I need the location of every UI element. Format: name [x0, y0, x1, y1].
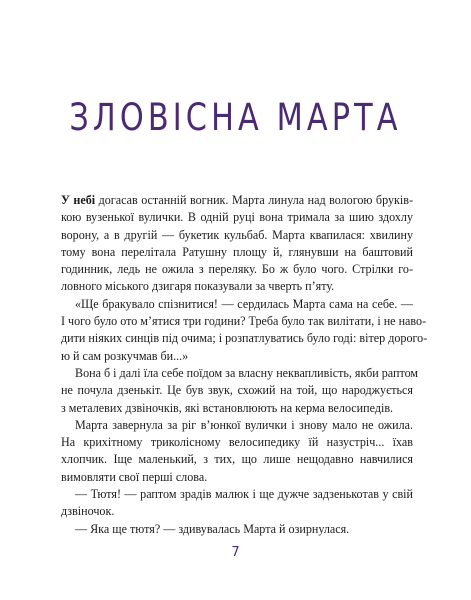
chapter-title: ЗЛОВІСНА МАРТА [69, 96, 402, 139]
text-line: дити ніяких синців під очима; і розпатлуватись було годі: вітер дорого- [61, 331, 428, 346]
text-line: дзвіночок. [61, 504, 115, 519]
text-line: хлопчик. Іще маленький, з тих, що лише нещодавно навчилися [61, 452, 413, 467]
text-line: не почула дзенькіт. Це був звук, схожий на той, що народжується [61, 383, 413, 398]
chapter-body [61, 192, 428, 538]
text-line: ловного міського дзигаря показували за чверть п’яту. [61, 279, 335, 294]
text-line: Марта завернула за ріг в’юнкої вулички і знову мало не ожила. [75, 417, 413, 432]
text-line: з металевих дзвіночків, які встановлюють на керма велосипедів. [61, 400, 394, 415]
text-line: У небі догасав останній вогник. Марта линула над вологою бруків- [61, 193, 413, 207]
lead-in: У небі [61, 193, 96, 207]
text-line: — Тютя! — раптом зрадів малюк і ще дужче задзенькотав у свій [75, 487, 413, 502]
text-line: годинник, ледь не ожила з переляку. Бо ж було чого. Стрілки го- [61, 262, 413, 277]
paragraph [61, 192, 413, 296]
text-line: «Ще бракувало спізнитися! — сердилась Марта сама на себе. — [75, 296, 413, 311]
paragraph [61, 486, 413, 521]
text-line: — Яка ще тютя? — здивувалась Марта й озирнулася. [75, 521, 350, 536]
text-line: На крихітному триколісному велосипедику їй назустріч... їхав [61, 435, 413, 450]
paragraph [61, 417, 413, 486]
text-line: тому вона перелітала Ратушну площу й, глянувши на баштовий [61, 244, 413, 259]
text-line: І чого було ото м’ятися три години? Треба було так вилітати, і не наво- [61, 314, 427, 329]
paragraph [61, 296, 428, 365]
text-line: Вона б і далі їла себе поїдом за власну неквапливість, якби раптом [75, 365, 419, 380]
paragraph [61, 521, 413, 538]
page-number: 7 [231, 545, 240, 560]
text-line: кою вузенької вулички. В одній руці вона тримала за шию здохлу [61, 210, 413, 225]
text-line: ю й сам розкучмав би...» [61, 348, 189, 363]
text-line: вимовляти свої перші слова. [61, 469, 208, 484]
text-line: ворону, а в другій — букетик кульбаб. Марта квапилася: хвилину [61, 227, 413, 242]
paragraph [61, 365, 419, 417]
